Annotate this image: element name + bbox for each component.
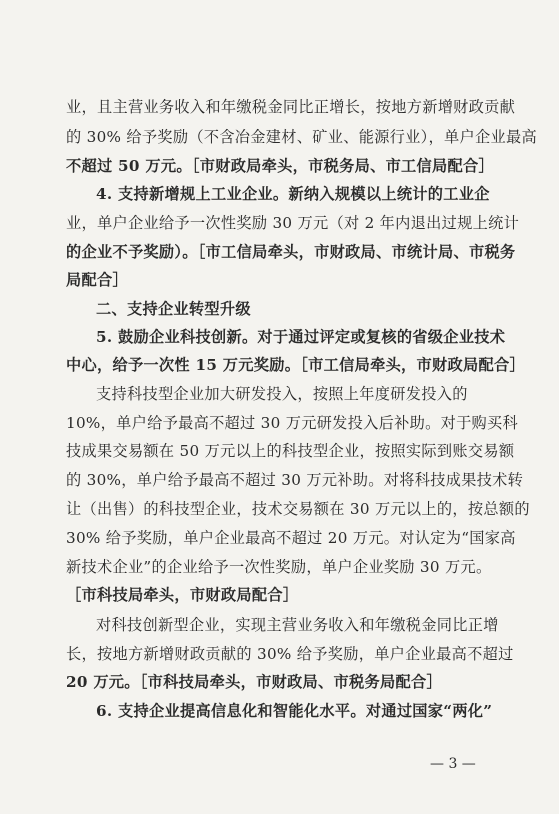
- text-line: 的 30%，单户给予最高不超过 30 万元补助。对将科技成果技术转: [66, 471, 524, 489]
- text-line: 技成果交易额在 50 万元以上的科技型企业，按照实际到账交易额: [66, 442, 515, 460]
- text-line: 10%，单户给予最高不超过 30 万元研发投入后补助。对于购买科: [66, 414, 519, 432]
- text-line: 业，单户企业给予一次性奖励 30 万元（对 2 年内退出过规上统计: [66, 214, 520, 232]
- item-heading-6: 6. 支持企业提高信息化和智能化水平。对通过国家“两化”: [96, 702, 493, 720]
- text-line: 的 30% 给予奖励（不含冶金建材、矿业、能源行业），单户企业最高: [66, 128, 537, 146]
- section-heading: 二、支持企业转型升级: [96, 300, 251, 318]
- text-line: 业，且主营业务收入和年缴税金同比正增长，按地方新增财政贡献: [66, 98, 516, 116]
- text-line: 新技术企业”的企业给予一次性奖励，单户企业奖励 30 万元。: [66, 558, 492, 576]
- text-line: 30% 给予奖励，单户企业最高不超过 20 万元。对认定为“国家高: [66, 529, 516, 547]
- text-line: 的企业不予奖励）。［市工信局牵头，市财政局、市统计局、市税务: [66, 243, 516, 261]
- text-line: 长，按地方新增财政贡献的 30% 给予奖励，单户企业最高不超过: [66, 645, 514, 663]
- item-heading-5: 5. 鼓励企业科技创新。对于通过评定或复核的省级企业技术: [96, 328, 506, 346]
- item-heading-4: 4. 支持新增规上工业企业。新纳入规模以上统计的工业企: [96, 185, 490, 203]
- text-line: 中心，给予一次性 15 万元奖励。［市工信局牵头，市财政局配合］: [66, 356, 525, 374]
- text-line: 20 万元。［市科技局牵头，市财政局、市税务局配合］: [66, 673, 442, 691]
- text-line: 不超过 50 万元。［市财政局牵头，市税务局、市工信局配合］: [66, 157, 494, 175]
- text-line: ［市科技局牵头，市财政局配合］: [66, 586, 299, 604]
- page-number: — 3 —: [430, 756, 476, 772]
- paragraph-start: 支持科技型企业加大研发投入，按照上年度研发投入的: [96, 385, 468, 403]
- paragraph-start: 对科技创新型企业，实现主营业务收入和年缴税金同比正增: [96, 616, 499, 634]
- text-line: 局配合］: [66, 271, 128, 289]
- text-line: 让（出售）的科技型企业，技术交易额在 30 万元以上的，按总额的: [66, 500, 530, 518]
